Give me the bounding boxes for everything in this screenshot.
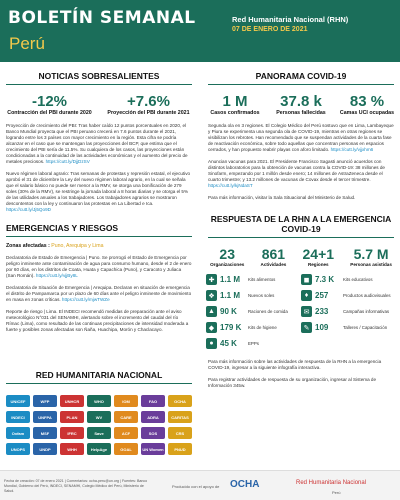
- panorama-section-title: PANORAMA COVID-19: [255, 71, 347, 81]
- stat-confirmed-cases: [205, 93, 265, 117]
- stat-value: 23: [219, 245, 235, 262]
- activity-column-right: [301, 273, 396, 353]
- activity-label: Nuevos soles: [248, 293, 275, 298]
- activity-row: [206, 289, 301, 303]
- partner-logo: UNDP: [33, 443, 57, 455]
- activity-label: Talleres / Capacitación: [343, 325, 388, 330]
- paragraph-text: Para más información sobre las actividades de respuesta de la RHN a la emergencia COVID-19, ingresar a la siguiente infografía interactiva.: [208, 358, 382, 370]
- partner-logo: GOAL: [114, 443, 138, 455]
- emergency-paragraph: [0, 309, 198, 333]
- stat-gdp-contraction: [5, 93, 95, 117]
- stat-label: Organizaciones: [210, 261, 245, 267]
- activity-value: 1.1 M: [220, 275, 241, 284]
- activity-row: [301, 289, 396, 303]
- activity-icon: ✎: [301, 322, 312, 333]
- activity-label: Kits de higiene: [248, 325, 277, 330]
- activity-icon: ◼: [301, 274, 312, 285]
- covid-link[interactable]: https://cutt.ly/vjjxhm6: [330, 146, 374, 152]
- rhn-logo-subtitle: Perú: [332, 490, 341, 495]
- activity-column-left: [206, 273, 301, 353]
- stat-icu-beds: [337, 93, 397, 117]
- partner-logo: IFRC: [60, 427, 84, 439]
- activity-value: 90 K: [220, 307, 237, 316]
- activity-icon: ▲: [206, 306, 217, 317]
- partner-logo: CARITAS: [168, 411, 192, 423]
- emergency-paragraph: [0, 285, 198, 303]
- emergency-link[interactable]: https://cutt.ly/mjwTWZe: [61, 296, 110, 302]
- response-paragraph: [202, 377, 400, 389]
- activity-value: 1.1 M: [220, 291, 241, 300]
- stat-people-assisted: [350, 246, 392, 267]
- partner-logo: UNOPS: [6, 443, 30, 455]
- divider: [6, 84, 192, 85]
- activity-icon: ◆: [206, 322, 217, 333]
- partner-logo: PNUD: [168, 443, 192, 455]
- activity-label: Productos audiovisuales: [343, 293, 391, 298]
- paragraph-text: Anuncian vacunas para 2021. El Presidente Francisco Sagasti anunció acuerdos con distintos laboratorios para la obtención de vacunas contra la COVID-19: 38 millones de Sinofarm, empezando por 1 millón desde enero; 14 millones de AstraZeneca desde el cuarto trimestre; y 13.2 millones de vacunas de Covax desde el tercer trimestre.: [208, 158, 385, 182]
- paragraph-text: Declaratoria de Situación de Emergencia | Arequipa. Declaran en situación de emergencia el distrito de Pampamarca por un plazo de 60 días ante el peligro inminente de movimiento en masa en zonas críticas.: [6, 284, 192, 302]
- paragraph-text: Reporte de riesgo | Lima. El INDECI recomendó medidas de preparación ante el aviso meteorológico N°031 del SENAMHI, alertando sobre el incremento del caudal del río Rímac (Lima), como resultado de las continuas precipitaciones de intensidad moderada a fuerte y posibles zonas afectadas son Ñaña, Huachipa, Morón y Chaclacayo.: [6, 308, 189, 332]
- news-link[interactable]: https://cutt.ly/DjjDzSV: [45, 158, 90, 164]
- stat-label: Casos confirmados: [210, 110, 260, 116]
- affected-label: Zonas afectadas :: [6, 242, 50, 249]
- stat-label: Actividades: [260, 261, 287, 267]
- partners-title: RED HUMANITARIA NACIONAL: [35, 370, 163, 380]
- paragraph-text: Segunda ola en 3 regiones. El Colegio Médico del Perú sostuvo que en Lima, Lambayeque y Piura se experimenta una segunda ola de COVID-19, mientras en otras regiones se visibilizan los rebrotes. Han recomendado que se suspendan actividades de la cuarta fase de reactivación económica, sobre todo aquellas que concentran personas en espacios cerrados, y han propuesto reabrir playas con aforo limitado.: [208, 122, 394, 152]
- activity-value: 45 K: [220, 339, 237, 348]
- activity-icon: ❖: [206, 290, 217, 301]
- divider: [6, 383, 192, 384]
- partner-logo: UNFPA: [33, 411, 57, 423]
- bulletin-title: BOLETÍN SEMANAL: [8, 8, 196, 28]
- partner-logo: Save: [87, 427, 111, 439]
- ocha-logo: OCHA: [230, 479, 260, 490]
- footer-note: Fecha de creación: 07 de enero 2021 | Comentarios: ocha-peru@un.org | Fuentes: Banco Mundial, Gobierno del Perú, INDECI, SENAMHI, Colegio Médico del Perú, Ministerio de Salud.: [4, 479, 148, 493]
- response-section-title: RESPUESTA DE LA RHN A LA EMERGENCIA COVID-19: [210, 213, 392, 234]
- covid-paragraph: [202, 195, 400, 201]
- paragraph-text: Proyección de crecimiento del PBI: Tras haber caído 12 puntos porcentuales en 2020, el Banco Mundial proyecta que el PBI peruano crecerá en 7.6 puntos durante el 2021, logrando entre los 3 países con mayor crecimiento en la región. Esta cifra se podría alcanzar en el caso que se mantengan las proyecciones del BCP, que estima que el crecimiento del PBI sería de 11.5%. Su cualquiera de los casos, las proyecciones están condicionadas a la continuidad de las actividades económicas y el aumento del precio de metales preciosos.: [6, 122, 188, 164]
- stat-regions: [303, 246, 335, 267]
- stat-label: Camas UCI ocupadas: [339, 110, 395, 116]
- partner-logo: UNICEF: [6, 395, 30, 407]
- activity-icon: ✚: [206, 274, 217, 285]
- partner-logo: PLAN: [60, 411, 84, 423]
- paragraph-text: Para registrar actividades de respuesta de su organización, ingresar al Sistema de Información 345w.: [208, 376, 377, 388]
- news-section-title: NOTICIAS SOBRESALIENTES: [38, 71, 160, 81]
- bulletin-header: [0, 0, 400, 62]
- covid-stats: [202, 93, 400, 117]
- news-paragraph: [0, 171, 198, 213]
- affected-zones: [0, 243, 198, 249]
- partner-logo: ACF: [114, 427, 138, 439]
- stat-value: 24+1: [302, 245, 335, 262]
- activity-value: 257: [315, 291, 329, 300]
- activity-icon: ♦: [301, 290, 312, 301]
- activity-value: 7.3 K: [315, 275, 335, 284]
- partner-logo: ADRA: [141, 411, 165, 423]
- divider: [6, 236, 192, 237]
- partners-section: [0, 370, 198, 455]
- activity-label: Kits alimentos: [248, 277, 276, 282]
- activity-value: 233: [315, 307, 329, 316]
- stat-value: +7.6%: [127, 93, 170, 110]
- divider: [208, 237, 394, 238]
- partner-logo: CARE: [114, 411, 138, 423]
- response-stats: [202, 246, 400, 267]
- partner-logo: CRS: [168, 427, 192, 439]
- activity-value: 179 K: [220, 323, 242, 332]
- stat-value: 37.8 k: [280, 93, 322, 110]
- stat-value: 83 %: [349, 93, 385, 110]
- stat-label: Regiones: [307, 261, 329, 267]
- stat-label: Contracción del PBI durante 2020: [7, 110, 92, 116]
- stat-value: 861: [261, 245, 286, 262]
- stat-value: 1 M: [222, 93, 248, 110]
- stat-activities: [261, 246, 287, 267]
- activity-label: Campañas informativas: [343, 309, 390, 314]
- activity-row: [206, 273, 301, 287]
- stat-value: -12%: [31, 93, 68, 110]
- partner-logo: HelpAge: [87, 443, 111, 455]
- left-column: [0, 62, 198, 333]
- partner-logo: WV: [87, 411, 111, 423]
- partner-logo: INDECI: [6, 411, 30, 423]
- activity-row: [206, 321, 301, 335]
- activity-label: Raciones de comida: [248, 309, 288, 314]
- activity-value: 109: [315, 323, 329, 332]
- activity-row: [206, 305, 301, 319]
- partner-logos: [0, 387, 198, 455]
- activity-row: [301, 321, 396, 335]
- covid-link[interactable]: https://cutt.ly/kjNdaST: [208, 182, 253, 188]
- partner-logo: FAO: [141, 395, 165, 407]
- right-column: [202, 62, 400, 389]
- paragraph-text: Para más información, visitar la Sala Situacional del Ministerio de Salud.: [208, 194, 356, 200]
- activity-row: [301, 273, 396, 287]
- affected-value: Puno, Arequipa y Lima: [51, 242, 104, 249]
- stat-deaths: [271, 93, 331, 117]
- stat-value: 5.7 M: [353, 245, 389, 262]
- news-paragraph: [0, 123, 198, 165]
- news-link[interactable]: https://cutt.ly/Jj5Qo9D: [6, 206, 51, 212]
- footer-credit: Producido con el apoyo de: [172, 484, 220, 489]
- news-stats: [0, 93, 198, 117]
- activity-icon: ✉: [301, 306, 312, 317]
- stat-label: Personas asistidas: [350, 261, 392, 267]
- covid-paragraph: [202, 123, 400, 153]
- emergency-section-title: EMERGENCIAS Y RIESGOS: [6, 222, 119, 233]
- partner-logo: UN Women: [141, 443, 165, 455]
- stat-label: Proyección del PBI durante 2021: [107, 110, 190, 116]
- activity-label: EPPs: [248, 341, 259, 346]
- activity-icon: ●: [206, 338, 217, 349]
- emergency-link[interactable]: https://cutt.ly/vjjBy8L: [35, 272, 78, 278]
- paragraph-text: Declaratoria de Estado de Emergencia | Puno. Se prorrogó el Estado de Emergencia por peligro inminente ante contaminación de agua para consumo humano, desde el 2 de enero por 60 días, en los distritos de Coata, Huata y Capachica (Puno), y Caracoto y Juliaca (San Román).: [6, 254, 192, 278]
- bulletin-date: 07 DE ENERO DE 2021: [232, 26, 308, 33]
- covid-paragraph: [202, 159, 400, 189]
- stat-label: Personas fallecidas: [276, 110, 326, 116]
- partner-logo: WHO: [87, 395, 111, 407]
- partner-logo: MSF: [33, 427, 57, 439]
- emergency-paragraph: [0, 255, 198, 279]
- footer: [0, 470, 400, 500]
- response-paragraph: [202, 359, 400, 371]
- activity-row: [206, 337, 301, 351]
- partner-logo: WFP: [33, 395, 57, 407]
- divider: [208, 84, 394, 85]
- activity-row: [301, 305, 396, 319]
- partner-logo: UNHCR: [60, 395, 84, 407]
- activity-label: Kits educativos: [343, 277, 373, 282]
- partner-logo: OCHA: [168, 395, 192, 407]
- stat-gdp-projection: [104, 93, 194, 117]
- country-name: Perú: [9, 34, 45, 53]
- partner-logo: IOM: [114, 395, 138, 407]
- organization-name: Red Humanitaria Nacional (RHN): [232, 15, 349, 24]
- paragraph-text: Nuevo régimen laboral agrario: Tras semanas de protestas y represión estatal, el ejecutivo aprobó el 31 de diciembre la Ley del nuevo régimen laboral agrario, en la cual se señala que el salario básico no puede ser menor a la RMV, se otorga una bonificación de 279 soles (30% de la RMV), se restringe la jornada laboral a 8 horas diarias y se otorga el 5% de las utilidades anuales a los trabajadores. Los trabajadores agrarios se mostraron descontentos con la ley y continuaron las protestas en La Libertad e Ica.: [6, 170, 191, 206]
- partner-logo: SOS: [141, 427, 165, 439]
- partner-logo: Oxfam: [6, 427, 30, 439]
- stat-organizations: [210, 246, 244, 267]
- response-activity-grid: [202, 273, 400, 353]
- rhn-logo: Red Humanitaria Nacional: [296, 480, 367, 486]
- partner-logo: WHH: [60, 443, 84, 455]
